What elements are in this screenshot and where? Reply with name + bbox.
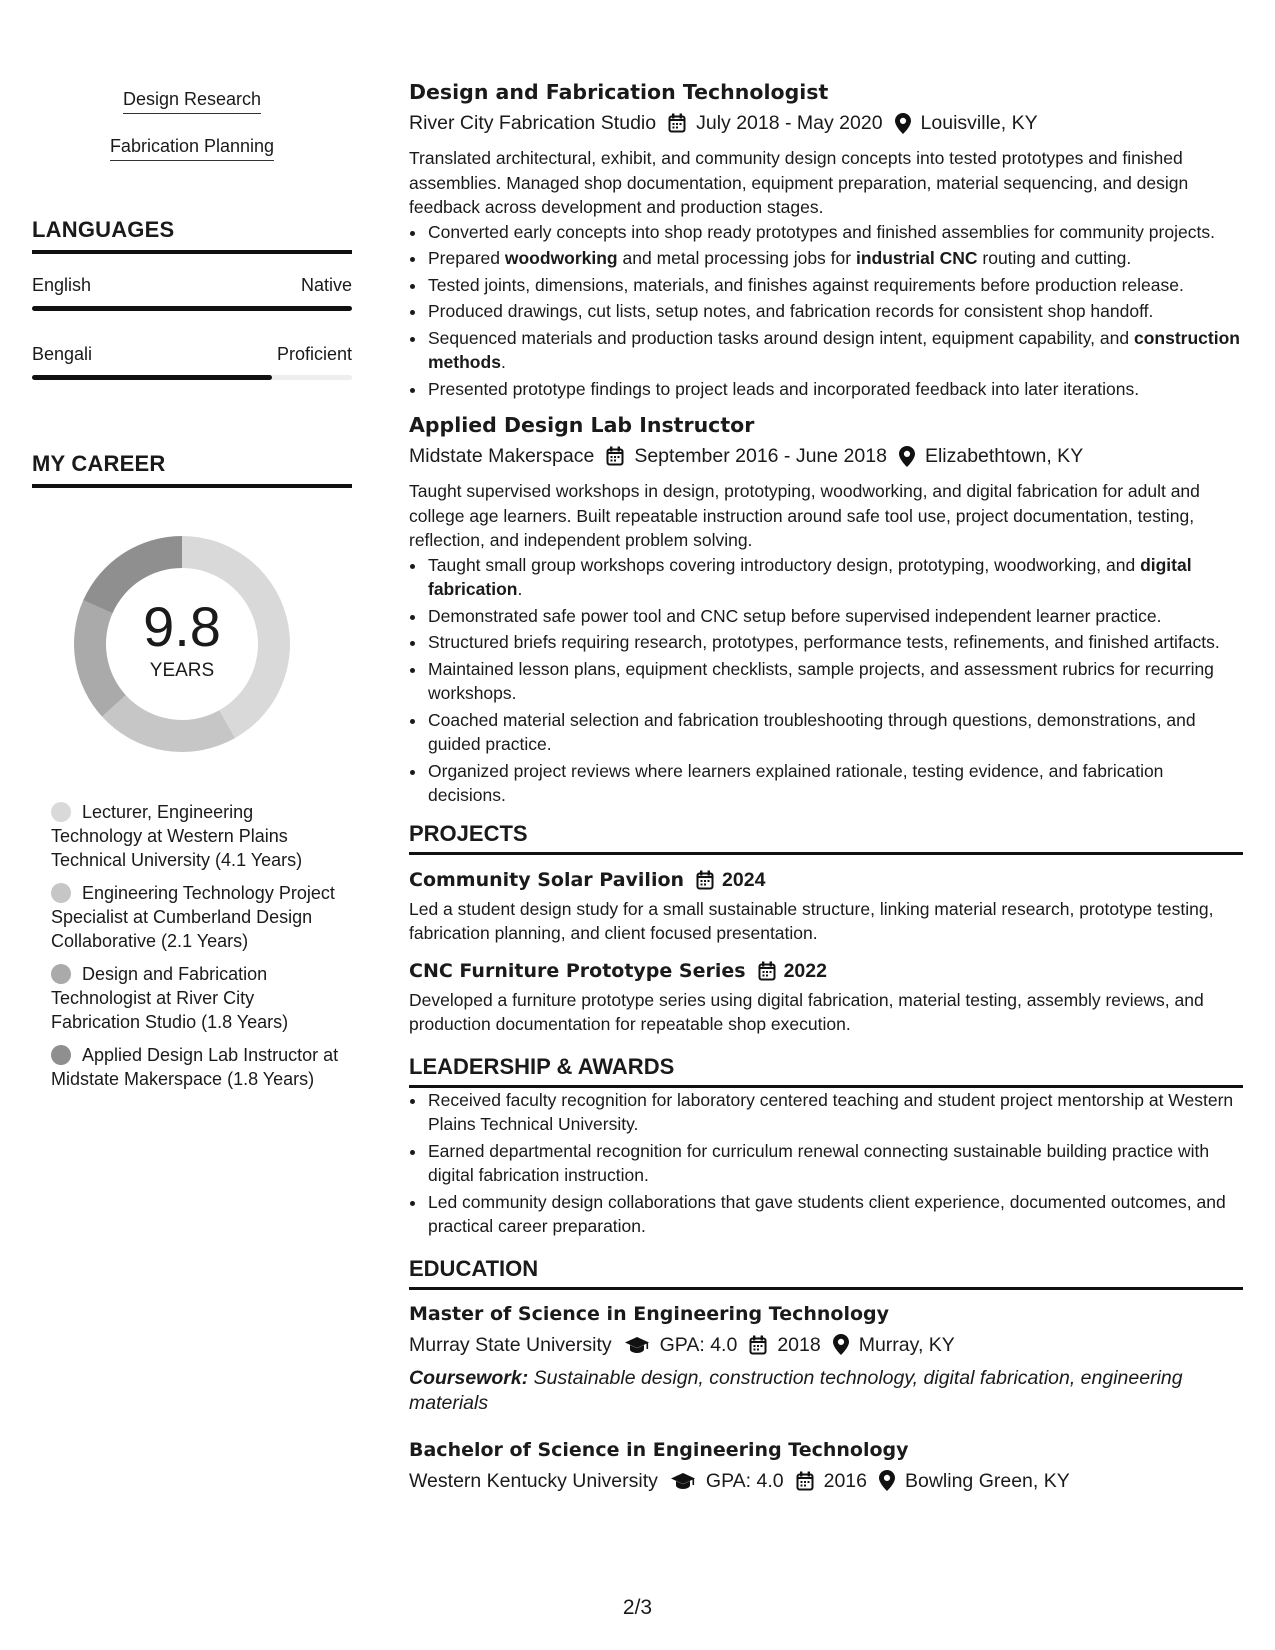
career-legend-text: Engineering Technology Project Specialist at Cumberland Design Collaborative (2.1 Years) [51, 883, 335, 951]
skill-tags [32, 78, 352, 172]
calendar-icon [606, 446, 624, 466]
career-legend-item [51, 881, 341, 953]
calendar-icon [668, 113, 686, 133]
job-summary: Translated architectural, exhibit, and community design concepts into tested prototypes and finished assemblies. Managed shop documentation, equipment preparation, material sequencing, and design feedback across development and production stages. [409, 148, 1189, 217]
project-description: Developed a furniture prototype series using digital fabrication, material testing, assembly reviews, and production documentation for repeatable shop execution. [409, 989, 1204, 1034]
career-total-years: 9.8 [143, 595, 221, 658]
skill-tag: Fabrication Planning [110, 135, 274, 161]
language-level: Proficient [276, 344, 352, 364]
career-heading: MY CAREER [32, 450, 352, 488]
career-total-unit: YEARS [149, 660, 215, 681]
gpa: GPA: 4.0 [659, 1333, 738, 1356]
languages-heading: LANGUAGES [32, 216, 352, 254]
job-bullet: • Organized project reviews where learners explained rationale, testing evidence, and fabrication decisions. [427, 759, 1243, 808]
experience-entry [409, 411, 1243, 808]
main-content [409, 78, 1243, 1496]
job-title: Applied Design Lab Instructor [409, 413, 755, 437]
job-bullet: • Coached material selection and fabrication troubleshooting through questions, demonstrations, and guided practice. [427, 708, 1243, 757]
school-location: Bowling Green, KY [904, 1469, 1070, 1492]
legend-dot-icon [51, 883, 71, 903]
graduation-year: 2018 [777, 1333, 821, 1356]
language-bar-fill [32, 375, 272, 380]
job-bullet: • Produced drawings, cut lists, setup notes, and fabrication records for consistent shop handoff. [427, 299, 1243, 324]
project-title: Community Solar Pavilion [409, 868, 685, 891]
sidebar [32, 78, 352, 1100]
degree-title: Bachelor of Science in Engineering Technology [409, 1438, 909, 1461]
language-name: Bengali [32, 344, 93, 364]
map-pin-icon [895, 113, 911, 134]
experience-entry [409, 78, 1243, 401]
calendar-icon [749, 1335, 767, 1355]
coursework [409, 1366, 1243, 1416]
job-bullet: • Taught small group workshops covering introductory design, prototyping, woodworking, and digital fabrication. [427, 553, 1243, 602]
award-item: • Led community design collaborations that gave students client experience, documented outcomes, and practical career preparation. [427, 1190, 1243, 1239]
graduation-cap-icon [670, 1472, 696, 1490]
graduation-cap-icon [624, 1336, 650, 1354]
company-name: Midstate Makerspace [409, 445, 595, 467]
project-entry [409, 865, 1243, 946]
job-bullets [409, 220, 1243, 402]
education-meta [409, 1466, 1243, 1496]
school-location: Murray, KY [858, 1333, 955, 1356]
job-bullet: • Demonstrated safe power tool and CNC setup before supervised independent learner practice. [427, 604, 1243, 629]
gpa: GPA: 4.0 [705, 1469, 784, 1492]
education-entry [409, 1300, 1243, 1416]
job-bullets [409, 553, 1243, 808]
language-name: English [32, 275, 92, 295]
job-dates: July 2018 - May 2020 [696, 112, 883, 134]
coursework-text: Sustainable design, construction technology, digital fabrication, engineering materials [409, 1366, 1183, 1414]
job-bullet: • Converted early concepts into shop ready prototypes and finished assemblies for community projects. [427, 220, 1243, 245]
map-pin-icon [899, 446, 915, 467]
project-title: CNC Furniture Prototype Series [409, 959, 746, 982]
calendar-icon [796, 1471, 814, 1491]
legend-dot-icon [51, 1045, 71, 1065]
education-heading: EDUCATION [409, 1255, 1243, 1290]
projects-heading: PROJECTS [409, 820, 1243, 855]
job-bullet: • Presented prototype findings to project leads and incorporated feedback into later iterations. [427, 377, 1243, 402]
career-legend [51, 800, 341, 1091]
map-pin-icon [879, 1470, 895, 1491]
language-row [32, 343, 352, 380]
language-bar [32, 375, 352, 380]
award-item: • Received faculty recognition for laboratory centered teaching and student project mentorship at Western Plains Technical University. [427, 1088, 1243, 1137]
job-location: Louisville, KY [920, 112, 1038, 134]
school-name: Murray State University [409, 1333, 612, 1356]
graduation-year: 2016 [823, 1469, 867, 1492]
career-legend-text: Design and Fabrication Technologist at River City Fabrication Studio (1.8 Years) [51, 964, 289, 1032]
company-name: River City Fabrication Studio [409, 112, 657, 134]
career-legend-item [51, 1043, 341, 1091]
language-bar-fill [32, 306, 352, 311]
project-entry [409, 956, 1243, 1037]
career-legend-item [51, 800, 341, 872]
job-location: Elizabethtown, KY [924, 445, 1084, 467]
award-item: • Earned departmental recognition for curriculum renewal connecting sustainable building practice with digital fabrication instruction. [427, 1139, 1243, 1188]
school-name: Western Kentucky University [409, 1469, 658, 1492]
legend-dot-icon [51, 802, 71, 822]
skill-tag: Design Research [123, 88, 261, 114]
career-legend-item [51, 962, 341, 1034]
awards-list [409, 1088, 1243, 1239]
legend-dot-icon [51, 964, 71, 984]
job-bullet: • Sequenced materials and production tasks around design intent, equipment capability, and construction methods. [427, 326, 1243, 375]
degree-title: Master of Science in Engineering Technology [409, 1302, 890, 1325]
education-entry [409, 1436, 1243, 1496]
project-year: 2022 [783, 959, 827, 982]
job-summary: Taught supervised workshops in design, prototyping, woodworking, and digital fabrication for adult and college age learners. Built repeatable instruction around safe tool use, project documentation, testing, reflection, and independent problem solving. [409, 481, 1200, 550]
map-pin-icon [833, 1334, 849, 1355]
job-dates: September 2016 - June 2018 [634, 445, 887, 467]
language-row [32, 274, 352, 311]
project-description: Led a student design study for a small sustainable structure, linking material research, prototype testing, fabrication planning, and client focused presentation. [409, 898, 1214, 943]
job-bullet: • Prepared woodworking and metal processing jobs for industrial CNC routing and cutting. [427, 246, 1243, 271]
language-level: Native [300, 275, 352, 295]
project-year: 2024 [722, 868, 766, 891]
job-title: Design and Fabrication Technologist [409, 80, 829, 104]
job-meta [409, 441, 1243, 471]
job-bullet: • Maintained lesson plans, equipment checklists, sample projects, and assessment rubrics for recurring workshops. [427, 657, 1243, 706]
job-bullet: • Structured briefs requiring research, prototypes, performance tests, refinements, and finished artifacts. [427, 630, 1243, 655]
language-bar [32, 306, 352, 311]
career-legend-text: Applied Design Lab Instructor at Midstate Makerspace (1.8 Years) [51, 1045, 339, 1089]
career-legend-text: Lecturer, Engineering Technology at Western Plains Technical University (4.1 Years) [51, 802, 303, 870]
career-donut-chart [62, 524, 302, 764]
job-meta [409, 108, 1243, 138]
calendar-icon [758, 961, 776, 981]
calendar-icon [696, 870, 714, 890]
job-bullet: • Tested joints, dimensions, materials, and finishes against requirements before production release. [427, 273, 1243, 298]
page-number: 2/3 [622, 1596, 653, 1619]
awards-heading: LEADERSHIP & AWARDS [409, 1053, 1243, 1088]
coursework-label: Coursework: [409, 1366, 529, 1389]
education-meta [409, 1330, 1243, 1360]
